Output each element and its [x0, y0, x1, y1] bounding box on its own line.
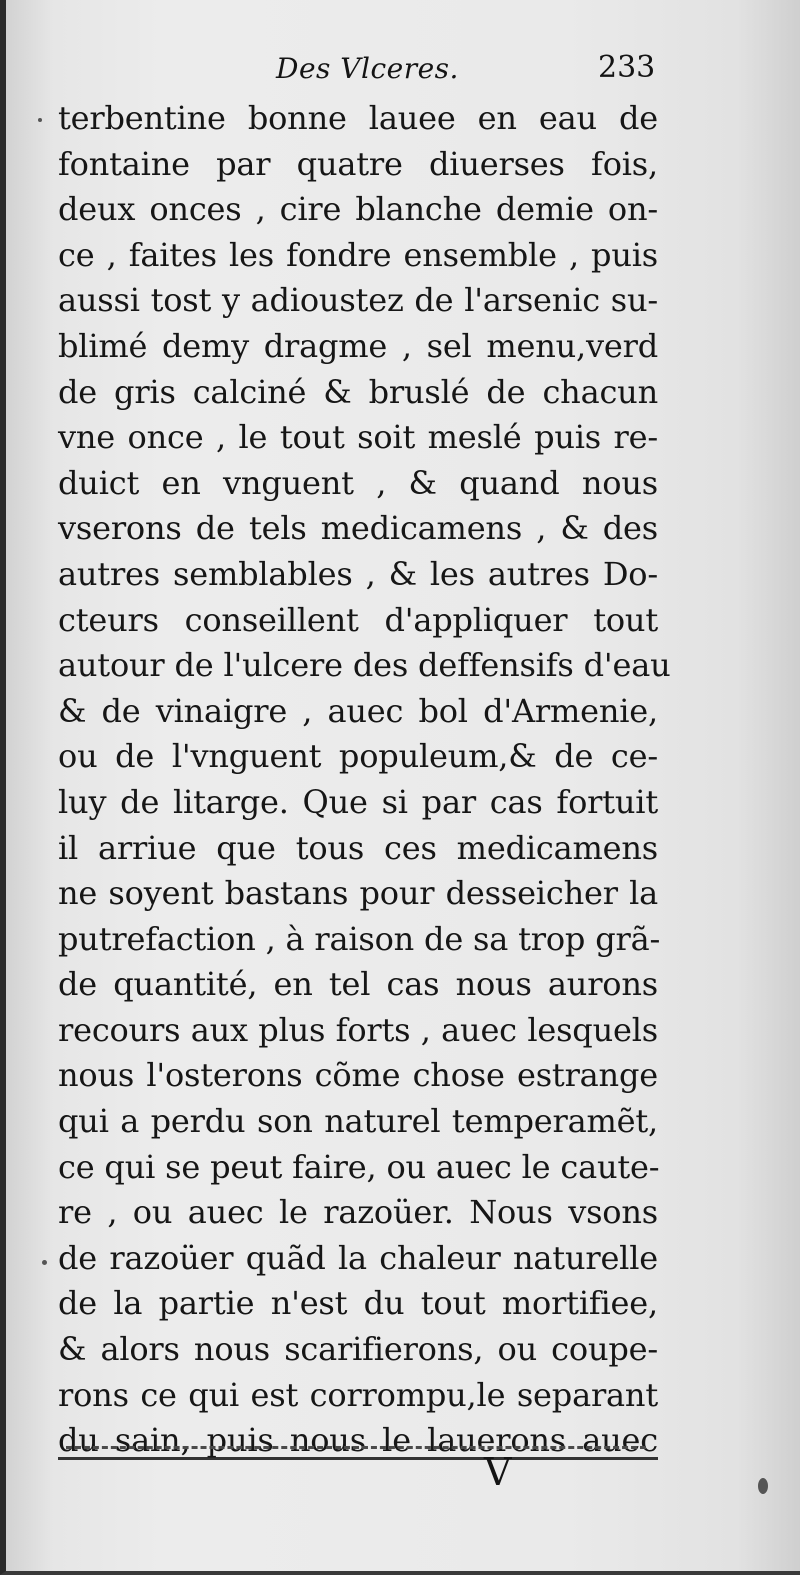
text-line: luy de litarge. Que si par cas fortuit	[58, 782, 658, 821]
text-line: vserons de tels medicamens , & des	[58, 509, 658, 548]
text-line: qui a perdu son naturel temperamẽt,	[58, 1102, 658, 1141]
signature-mark: V	[484, 1450, 512, 1494]
text-line: blimé demy dragme , sel menu,verd	[58, 326, 658, 365]
text-line: autres semblables , & les autres Do-	[58, 554, 658, 593]
text-line: de la partie n'est du tout mortifiee,	[58, 1284, 658, 1323]
text-line: du sain, puis nous le lauerons auec	[58, 1421, 658, 1460]
text-line: de gris calciné & bruslé de chacun	[58, 372, 658, 411]
text-line: fontaine par quatre diuerses fois,	[58, 144, 658, 183]
text-line: ce , faites les fondre ensemble , puis	[58, 235, 658, 274]
text-line: duict en vnguent , & quand nous	[58, 463, 658, 502]
text-line: autour de l'ulcere des deffensifs d'eau	[58, 646, 671, 685]
text-line: vne once , le tout soit meslé puis re-	[58, 418, 658, 457]
text-line: terbentine bonne lauee en eau de	[58, 99, 658, 137]
text-line: cteurs conseillent d'appliquer tout	[58, 600, 658, 639]
text-line: aussi tost y adioustez de l'arsenic su-	[58, 281, 658, 320]
body-text	[58, 96, 671, 1464]
text-line: putrefaction , à raison de sa trop grã-	[58, 919, 661, 958]
text-line: nous l'osterons cõme chose estrange	[58, 1056, 658, 1095]
running-title: Des Vlceres.	[276, 52, 459, 85]
text-line: ou de l'vnguent populeum,& de ce-	[58, 737, 658, 776]
text-line: il arriue que tous ces medicamens	[58, 828, 658, 867]
page-header	[6, 52, 800, 92]
text-line: ce qui se peut faire, ou auec le caute-	[58, 1147, 660, 1186]
text-line: deux onces , cire blanche demie on-	[58, 190, 658, 229]
text-line: rons ce qui est corrompu,le separant	[58, 1375, 658, 1414]
text-line: re , ou auec le razoüer. Nous vsons	[58, 1193, 658, 1232]
paper-speck	[38, 118, 42, 122]
paper-speck	[758, 1478, 768, 1494]
text-line: ne soyent bastans pour desseicher la	[58, 874, 658, 913]
text-line: de quantité, en tel cas nous aurons	[58, 965, 658, 1004]
text-line: & alors nous scarifierons, ou coupe-	[58, 1330, 658, 1369]
text-line: de razoüer quãd la chaleur naturelle	[58, 1238, 658, 1277]
paper-speck	[42, 1260, 47, 1265]
page-number: 233	[598, 50, 656, 85]
text-line: recours aux plus forts , auec lesquels	[58, 1010, 658, 1049]
text-line: & de vinaigre , auec bol d'Armenie,	[58, 691, 658, 730]
bottom-rule	[66, 1446, 646, 1449]
